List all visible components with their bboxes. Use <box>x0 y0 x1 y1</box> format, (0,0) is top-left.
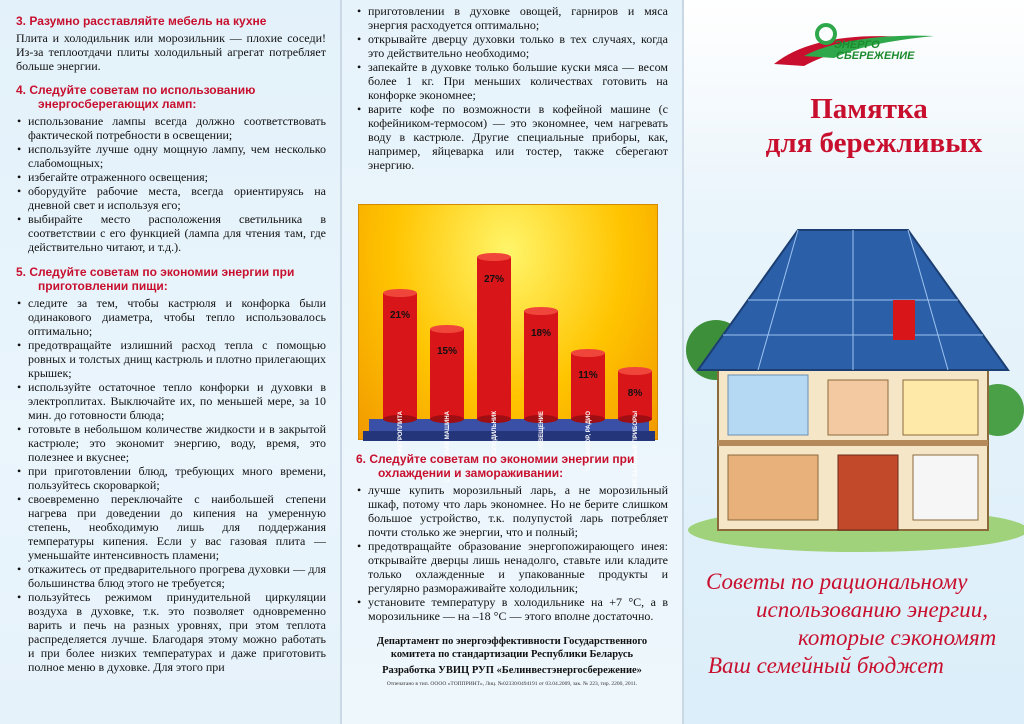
section-6-list <box>356 483 668 623</box>
logo-ring-icon <box>817 25 835 43</box>
continued-text-body: приготовлении в духовке овощей, гарниров и мяса энергия расходуется оптимально; <box>368 4 668 32</box>
section-3-text: Плита и холодильник или морозильник — плохие соседи! Из-за теплоотдачи плиты холодильный агрегат потребляет больше энергии. <box>16 31 326 73</box>
category-label: ТЕЛЕВИЗОР, РАДИО <box>586 411 592 472</box>
cover-title <box>684 92 1024 160</box>
list-item: • открывайте дверцу духовки только в тех случаях, когда это действительно необходимо; <box>356 32 668 60</box>
section-5-list <box>16 296 326 674</box>
bedroom-icon <box>828 380 888 435</box>
logo-text <box>834 40 914 62</box>
bar-top <box>430 325 464 333</box>
door-icon <box>838 455 898 530</box>
bar-top <box>571 349 605 357</box>
slogan-line-1: Советы по рациональному <box>706 569 968 594</box>
section-6-title-line-2: охлаждении и замораживании: <box>378 466 564 480</box>
data-label: 15% <box>436 346 458 357</box>
slogan-line-4: Ваш семейный бюджет <box>708 653 944 678</box>
list-item: • используйте остаточное тепло конфорки и духовки в электроплитах. Выключайте их, по меньшей мере, за 10 мин. до готовности блюда; <box>16 380 326 422</box>
slogan-line-2: использованию энергии, <box>756 597 988 622</box>
bathroom-icon <box>903 380 978 435</box>
section-4-title <box>16 83 326 111</box>
list-item: • избегайте отраженного освещения; <box>16 170 326 184</box>
bar-top <box>524 307 558 315</box>
bar-top <box>618 367 652 375</box>
list-item: • оборудуйте рабочие места, всегда ориентируясь на дневной свет и используя его; <box>16 184 326 212</box>
list-item: • лучше купить морозильный ларь, а не морозильный шкаф, потому что ларь экономнее. Но не берите слишком большое устройство, т.к. полупустой ларь потребляет почти столько же энергии, что и полный; <box>356 483 668 539</box>
footer-line-2: комитета по стандартизации Республики Беларусь <box>390 649 634 660</box>
section-4-title-line-2: энергосберегающих ламп: <box>38 97 197 111</box>
list-item: • варите кофе по возможности в кофейной машине (с кофейником-термосом) — это экономнее, чем нагревать воду в кастрюле. Другие специальные приборы, как, например, яйцеварка или тостер, также сберегают энергию. <box>356 102 668 172</box>
water-heater-icon <box>893 300 915 340</box>
bar-top <box>477 253 511 261</box>
house-illustration <box>698 200 1018 550</box>
left-panel <box>0 0 340 724</box>
section-4-list <box>16 114 326 254</box>
data-label: 21% <box>389 310 411 321</box>
cover-title-line-1: Памятка <box>810 93 928 125</box>
section-5-title <box>16 265 326 293</box>
bar-top <box>383 289 417 297</box>
print-info: Отпечатано в тип. ОООО «ТОППРИНТ», Лиц. №02330/0494191 от 03.04.2009, зак. № 223, тир. 2200, 2011. <box>386 681 638 687</box>
cover-panel <box>684 0 1024 724</box>
footer-line-1: Департамент по энергоэффективности Государственного <box>376 636 648 647</box>
list-item: • запекайте в духовке только большие куски мяса — весом более 1 кг. При меньших количествах готовить на конфорке экономнее; <box>356 60 668 102</box>
footer-line-3: Разработка УВИЦ РУП «Белинвестэнергосбережение» <box>382 665 642 676</box>
kitchen-icon <box>728 455 818 520</box>
data-label: 18% <box>530 328 552 339</box>
logo-text-line-2: СБЕРЕЖЕНИЕ <box>836 50 915 62</box>
list-item: • предотвращайте образование энергопожирающего инея: открывайте дверцы лишь ненадолго, ставьте или кладите только охлажденные и упакованные продукты и регулярно размораживайте холодильник; <box>356 539 668 595</box>
chart-base <box>363 431 655 441</box>
list-item: • готовьте в небольшом количестве жидкости и в закрытой кастрюле; это экономит энергию, воду, время, это полезнее и вкуснее; <box>16 422 326 464</box>
list-item: • откажитесь от предварительного прогрева духовки — для большинства блюд этого не требуется; <box>16 562 326 590</box>
list-item: • установите температуру в холодильнике на +7 °С, а в морозильнике — на –18 °С — этого вполне достаточно. <box>356 595 668 623</box>
oven-tips-list <box>356 32 668 172</box>
list-item: • при приготовлении блюд, требующих много времени, пользуйтесь скороваркой; <box>16 464 326 492</box>
list-item: • своевременно переключайте с наибольшей степени нагрева при доведении до кипения на умеренную степень, необходимую лишь для поддержания температуры кипения. Если у вас газовая плита — уменьшайте интенсивность пламени; <box>16 492 326 562</box>
section-6 <box>356 450 668 687</box>
section-6-title-line-1: 6. Следуйте советам по экономии энергии при <box>356 452 635 466</box>
section-3-title: 3. Разумно расставляйте мебель на кухне <box>16 14 267 28</box>
bar <box>571 353 605 419</box>
category-label: ХОЛОДИЛЬНИК <box>492 411 498 458</box>
cover-title-line-2: для бережливых <box>765 127 983 159</box>
section-6-title <box>356 452 668 480</box>
slogan-line-3: которые сэкономят <box>798 625 997 650</box>
category-label: ЭЛЕКТРОПЛИТА <box>398 411 404 460</box>
floor-icon <box>718 440 988 446</box>
continued-text <box>356 4 668 32</box>
section-4-title-line-1: 4. Следуйте советам по использованию <box>16 83 256 97</box>
bar <box>430 329 464 419</box>
list-item: • следите за тем, чтобы кастрюля и конфорка были одинакового диаметра, чтобы тепло использовалось оптимально; <box>16 296 326 338</box>
logo-text-line-1: ЭНЕРГО <box>834 39 880 51</box>
data-label: 8% <box>627 388 643 399</box>
category-label: ОСВЕЩЕНИЕ <box>539 411 545 452</box>
section-5-title-line-2: приготовлении пищи: <box>38 279 168 293</box>
data-label: 27% <box>483 274 505 285</box>
list-item: • использование лампы всегда должно соответствовать фактической потребности в освещении; <box>16 114 326 142</box>
list-item: • предотвращайте излишний расход тепла с помощью ровных и толстых днищ кастрюль и плотно прилегающих крышек; <box>16 338 326 380</box>
category-label: СТИРАЛЬНАЯ МАШИНА <box>445 411 451 483</box>
middle-panel <box>342 0 682 724</box>
cover-slogan <box>698 568 1018 680</box>
window-icon <box>728 375 808 435</box>
section-5-title-line-1: 5. Следуйте советам по экономии энергии при <box>16 265 295 279</box>
laundry-room-icon <box>913 455 978 520</box>
category-label: ПРОЧИЕ БЫТОВЫЕ ПРИБОРЫ <box>633 411 639 504</box>
list-item: • выбирайте место расположения светильника в соответствии с его функцией (лампа для чтения там, где действительно читают, и т.д.). <box>16 212 326 254</box>
list-item: • используйте лучше одну мощную лампу, чем несколько слабомощных; <box>16 142 326 170</box>
list-item: • пользуйтесь режимом принудительной циркуляции воздуха в духовке, т.к. это позволяет одновременно варить и печь на разных уровнях, при этом теплота распределяется лучше. Благодаря этому можно работать и при более низких температурах и даже приготовить полное меню в духовке. Для этого при <box>16 590 326 674</box>
data-label: 11% <box>578 370 598 381</box>
publisher-footer <box>356 635 668 677</box>
